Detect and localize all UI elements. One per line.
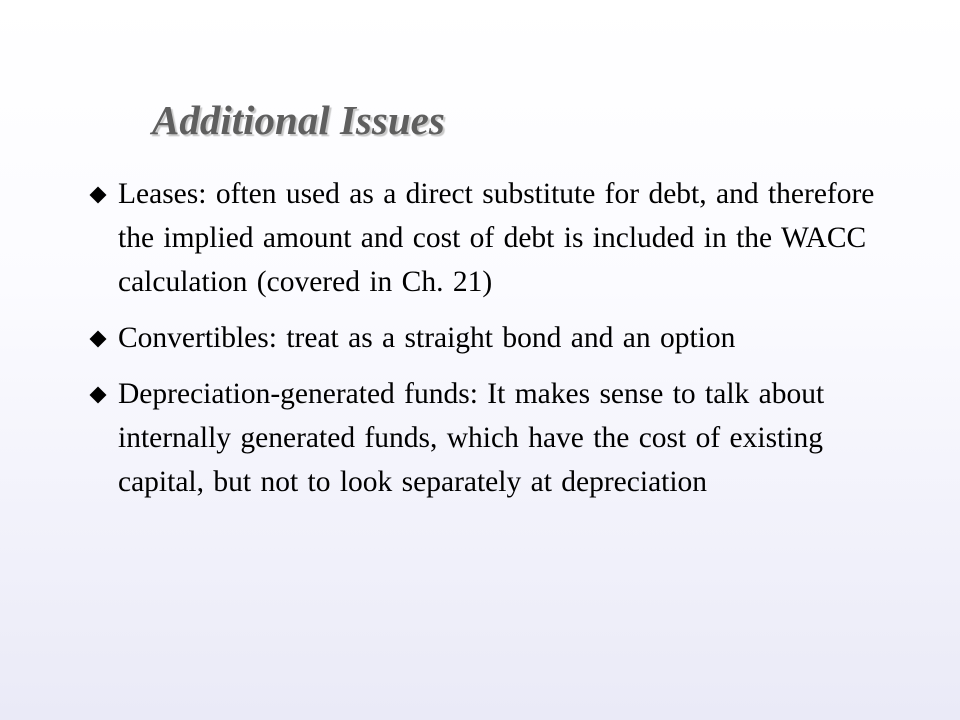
diamond-bullet-icon [90, 187, 107, 204]
bullet-list [88, 172, 878, 516]
bullet-item-convertibles [88, 316, 878, 360]
diamond-bullet-icon [90, 331, 107, 348]
bullet-text: Depreciation-generated funds: It makes sense to talk about internally generated funds, which have the cost of existing capital, but not to look separately at depreciation [118, 378, 825, 498]
bullet-item-leases [88, 172, 878, 304]
bullet-item-depreciation [88, 372, 878, 504]
bullet-text: Convertibles: treat as a straight bond and an option [118, 322, 736, 354]
slide-title: Additional Issues [152, 97, 445, 143]
bullet-text: Leases: often used as a direct substitute for debt, and therefore the implied amount and cost of debt is included in the WACC calculation (covered in Ch. 21) [118, 178, 875, 298]
diamond-bullet-icon [90, 387, 107, 404]
